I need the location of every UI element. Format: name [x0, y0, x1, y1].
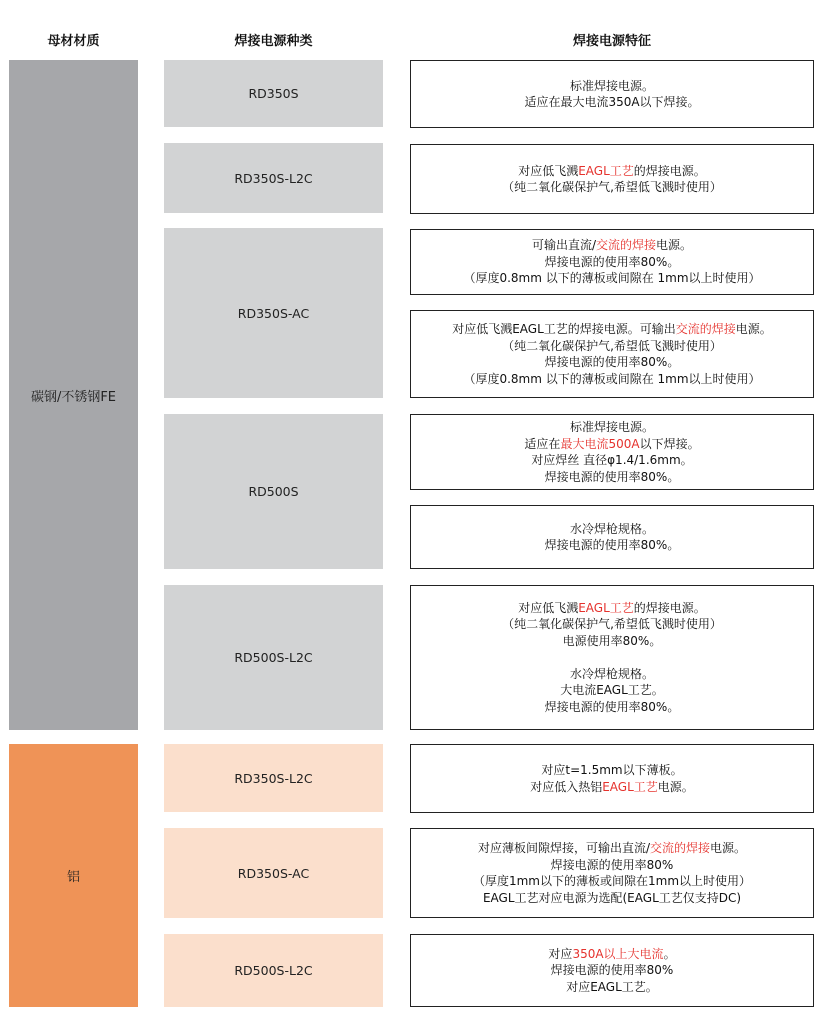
feature-text: 电源。	[710, 841, 747, 855]
feature-text: EAGL工艺对应电源为选配(EAGL工艺仅支持DC)	[482, 890, 742, 905]
feature-text: 焊接电源的使用率80%。	[544, 254, 680, 269]
feature-line	[530, 779, 694, 796]
feature-text: 焊接电源的使用率80%。	[544, 355, 680, 369]
feature-line	[551, 962, 674, 979]
highlight-text: 350A以上大电流	[572, 946, 664, 961]
feature-line	[545, 254, 680, 271]
type-cell-al-rd500s-l2c: RD500S-L2C	[164, 934, 383, 1007]
feature-box	[410, 60, 814, 128]
feature-box	[410, 934, 814, 1007]
feature-text: 标准焊接电源。	[569, 420, 654, 434]
feature-text: 。	[663, 946, 676, 961]
feature-text: 大电流EAGL工艺。	[560, 683, 664, 698]
material-cell-fe: 碳钢/不锈钢FE	[9, 60, 138, 730]
feature-box	[410, 828, 814, 918]
feature-line	[545, 354, 680, 371]
feature-line	[545, 469, 680, 486]
feature-text: 对应低入热铝	[530, 779, 603, 794]
feature-text: 可输出直流/	[531, 238, 596, 253]
type-cell-rd500s: RD500S	[164, 414, 383, 569]
highlight-text: 交流的焊接	[675, 322, 736, 336]
type-cell-rd500s-l2c: RD500S-L2C	[164, 585, 383, 730]
feature-line	[570, 78, 654, 95]
feature-line	[473, 873, 751, 890]
feature-text: （厚度0.8mm 以下的薄板或间隙在 1mm以上时使用）	[463, 371, 761, 386]
header-type: 焊接电源种类	[234, 34, 313, 49]
feature-text: 的焊接电源。	[633, 600, 706, 615]
feature-line	[545, 699, 680, 716]
feature-line	[502, 616, 722, 633]
feature-line	[570, 666, 654, 683]
feature-text: 标准焊接电源。	[569, 78, 654, 93]
feature-line	[531, 452, 692, 469]
feature-line	[532, 237, 692, 254]
feature-line	[570, 521, 654, 538]
feature-text: 水冷焊枪规格。	[569, 521, 654, 536]
feature-line	[502, 179, 722, 196]
feature-text: 对应EAGL工艺。	[566, 979, 658, 994]
feature-text: 焊接电源的使用率80%。	[544, 538, 680, 552]
highlight-text: 交流的焊接	[650, 841, 711, 855]
feature-line	[483, 890, 741, 907]
feature-line	[541, 762, 682, 779]
feature-text: 焊接电源的使用率80%。	[544, 699, 680, 714]
feature-text: 焊接电源的使用率80%	[550, 963, 674, 978]
feature-text: 电源。	[735, 322, 772, 336]
feature-text: （纯二氧化碳保护气,希望低飞溅时使用）	[502, 180, 722, 194]
feature-line	[518, 163, 706, 180]
feature-line	[524, 436, 699, 453]
type-cell-al-rd350s-l2c: RD350S-L2C	[164, 744, 383, 812]
feature-box	[410, 414, 814, 490]
feature-text: 对应低飞溅	[518, 163, 579, 178]
feature-box	[410, 585, 814, 730]
feature-line	[463, 371, 760, 388]
feature-box	[410, 144, 814, 214]
feature-line	[566, 979, 658, 996]
feature-text: 焊接电源的使用率80%。	[544, 469, 680, 484]
type-cell-al-rd350s-ac: RD350S-AC	[164, 828, 383, 918]
feature-box	[410, 744, 814, 813]
feature-text: 对应焊丝 直径φ1.4/1.6mm。	[531, 453, 693, 467]
header-material: 母材材质	[47, 34, 100, 49]
feature-line	[463, 270, 760, 287]
type-cell-rd350s: RD350S	[164, 60, 383, 127]
feature-line	[563, 633, 662, 650]
feature-text: （纯二氧化碳保护气,希望低飞溅时使用）	[502, 617, 722, 632]
feature-text: 电源使用率80%。	[562, 633, 662, 648]
feature-text: （纯二氧化碳保护气,希望低飞溅时使用）	[502, 338, 722, 353]
highlight-text: EAGL工艺	[578, 163, 634, 178]
feature-line	[502, 338, 722, 355]
type-cell-rd350s-l2c: RD350S-L2C	[164, 143, 383, 213]
feature-text: 的焊接电源。	[633, 163, 706, 178]
type-cell-rd350s-ac: RD350S-AC	[164, 228, 383, 398]
feature-text: 水冷焊枪规格。	[569, 666, 654, 681]
feature-box	[410, 505, 814, 569]
feature-line	[518, 600, 706, 617]
highlight-text: 最大电流500A	[560, 436, 640, 451]
feature-line	[478, 840, 746, 857]
feature-text: 电源。	[656, 238, 693, 253]
feature-box	[410, 229, 814, 295]
feature-line	[545, 537, 680, 554]
highlight-text: EAGL工艺	[578, 600, 634, 615]
feature-line	[551, 857, 674, 874]
feature-text: 对应薄板间隙焊接，可输出直流/	[477, 841, 650, 855]
feature-text: 以下焊接。	[639, 436, 700, 451]
feature-text: 适应在最大电流350A以下焊接。	[524, 95, 700, 109]
feature-text: 电源。	[657, 779, 694, 794]
feature-text: 对应t=1.5mm以下薄板。	[541, 763, 683, 777]
feature-text: 对应低飞溅	[518, 600, 579, 615]
highlight-text: 交流的焊接	[596, 238, 657, 253]
material-cell-al: 铝	[9, 744, 138, 1007]
feature-line	[524, 94, 699, 111]
feature-text: 适应在	[524, 436, 561, 451]
feature-line	[548, 946, 675, 963]
header-feature: 焊接电源特征	[572, 34, 651, 49]
feature-text: （厚度0.8mm 以下的薄板或间隙在 1mm以上时使用）	[463, 271, 761, 286]
feature-line	[560, 682, 664, 699]
feature-box	[410, 310, 814, 398]
feature-text: 焊接电源的使用率80%	[550, 857, 674, 872]
highlight-text: EAGL工艺	[602, 779, 658, 794]
feature-line	[452, 321, 772, 338]
feature-text: 对应	[548, 946, 573, 961]
feature-text: 对应低飞溅EAGL工艺的焊接电源。可输出	[452, 322, 676, 336]
feature-line	[570, 419, 654, 436]
feature-text: （厚度1mm以下的薄板或间隙在1mm以上时使用）	[472, 874, 752, 888]
